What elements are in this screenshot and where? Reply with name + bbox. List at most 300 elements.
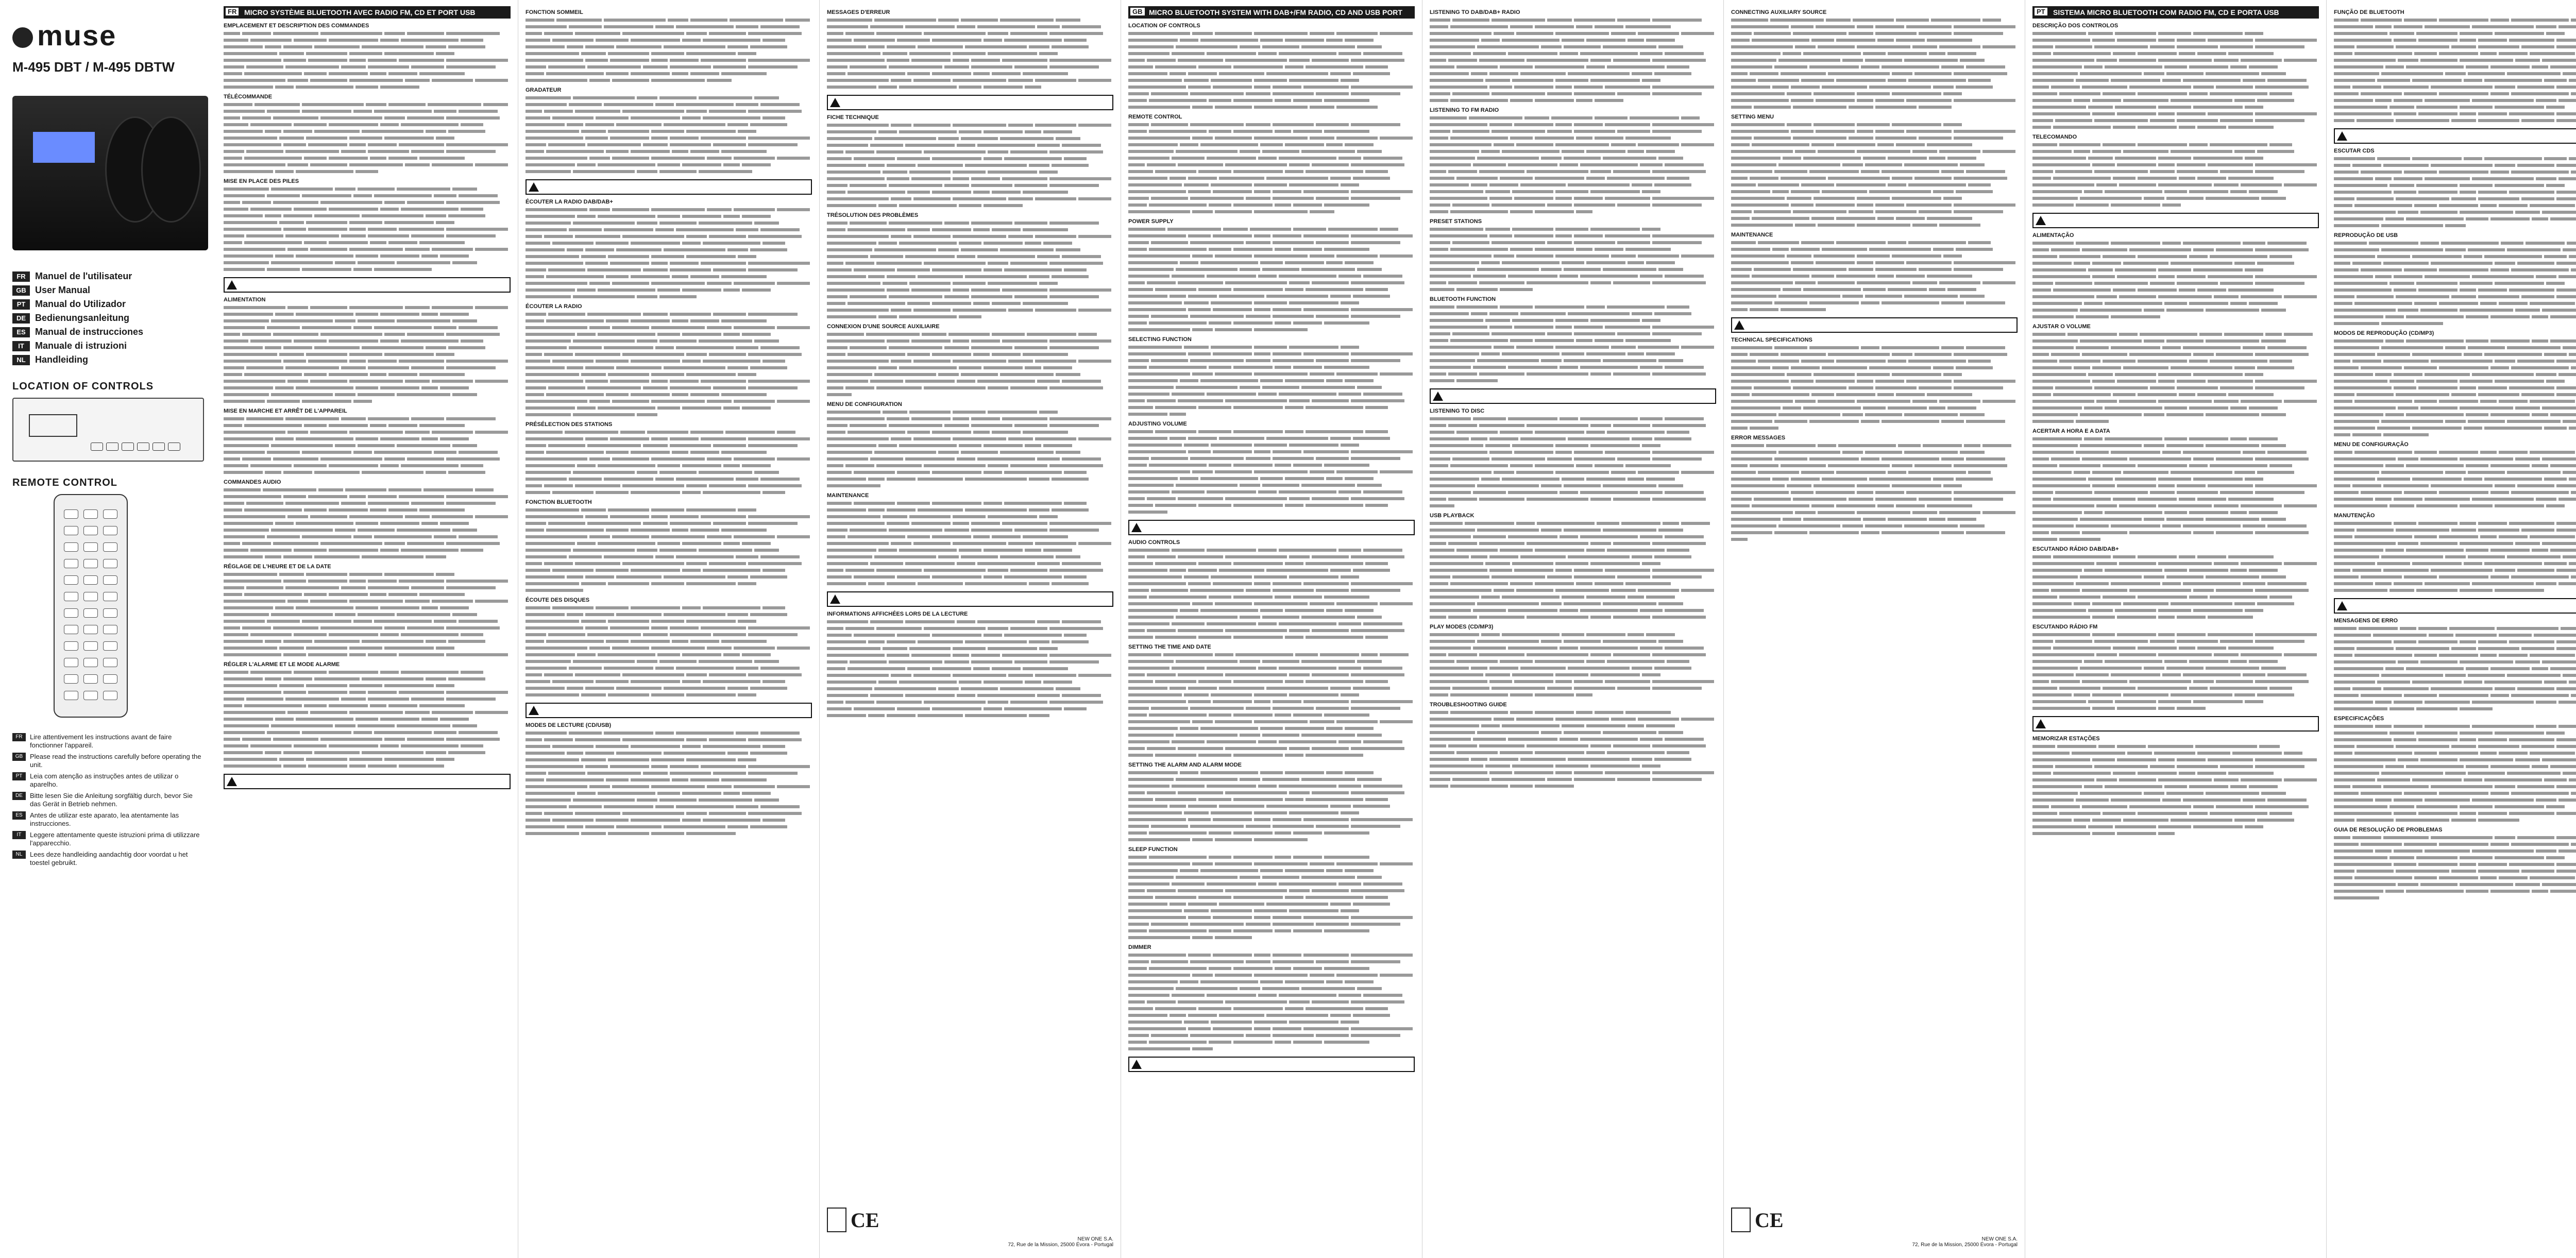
text-line — [612, 457, 649, 461]
text-line — [224, 306, 285, 309]
text-line — [2119, 653, 2156, 656]
text-line — [267, 535, 300, 538]
text-line — [1128, 254, 1190, 258]
text-line — [1338, 667, 1361, 670]
text-line — [1285, 65, 1303, 69]
text-line — [723, 288, 740, 292]
text-line — [703, 606, 760, 609]
text-line — [1603, 157, 1656, 160]
text-line — [1758, 79, 1799, 82]
text-line — [1062, 144, 1101, 147]
text-line — [1628, 596, 1644, 599]
text-line — [1617, 203, 1650, 207]
text-line — [1306, 798, 1363, 801]
text-line — [283, 495, 306, 498]
text-line — [2230, 406, 2247, 410]
text-line — [2166, 339, 2204, 343]
text-line — [283, 471, 312, 474]
text-line — [1351, 747, 1404, 750]
text-line — [887, 288, 909, 292]
text-line — [2257, 819, 2294, 822]
text-line — [2404, 19, 2437, 22]
text-line — [961, 687, 998, 690]
text-line — [905, 144, 955, 147]
text-line — [1638, 32, 1679, 35]
text-line — [1198, 754, 1231, 757]
text-line — [1473, 491, 1506, 494]
text-line — [1316, 315, 1349, 318]
text-line — [526, 295, 571, 298]
language-item — [12, 313, 204, 324]
text-line — [1471, 183, 1487, 186]
text-line — [1149, 713, 1207, 717]
text-line — [2055, 491, 2092, 494]
text-line — [1310, 254, 1334, 258]
text-line — [2115, 825, 2156, 828]
text-line — [1190, 707, 1244, 710]
text-line — [1262, 386, 1299, 389]
text-line — [349, 580, 366, 583]
text-line — [1285, 980, 1324, 983]
text-line — [651, 208, 705, 211]
text-line — [1128, 754, 1153, 757]
text-line — [1266, 437, 1328, 440]
text-line — [748, 738, 802, 741]
text-line — [224, 373, 242, 376]
text-line — [1178, 629, 1223, 632]
text-line — [848, 191, 905, 194]
text-line — [1043, 681, 1072, 684]
text-line — [777, 535, 810, 538]
text-line — [2032, 745, 2055, 748]
text-line — [1430, 471, 1492, 474]
text-line — [275, 313, 294, 316]
text-line — [388, 103, 426, 106]
text-line — [604, 228, 653, 231]
text-line — [2284, 59, 2317, 62]
text-line — [526, 150, 544, 153]
text-line — [1652, 542, 1706, 545]
text-line — [1324, 1041, 1369, 1044]
text-line — [573, 798, 635, 802]
text-line — [1853, 19, 1894, 22]
text-line — [2210, 464, 2267, 467]
text-line — [419, 508, 465, 512]
text-line — [827, 515, 880, 518]
text-line — [224, 488, 261, 491]
text-line — [283, 555, 312, 558]
text-line — [827, 19, 872, 22]
text-line — [1128, 372, 1190, 376]
text-line — [748, 262, 810, 265]
text-line — [1430, 319, 1483, 322]
text-line — [446, 360, 508, 363]
text-line — [2032, 197, 2078, 200]
text-line — [1324, 856, 1369, 859]
text-line — [2230, 302, 2247, 305]
text-line — [426, 677, 446, 681]
text-line — [2177, 765, 2218, 768]
text-line — [2177, 163, 2206, 166]
text-line — [2144, 518, 2164, 521]
text-line — [1793, 210, 1846, 213]
text-line — [2032, 589, 2049, 592]
text-line — [1919, 210, 1952, 213]
text-line — [2234, 366, 2255, 369]
text-line — [2460, 32, 2493, 35]
text-line — [1039, 171, 1058, 174]
text-line — [2123, 693, 2168, 696]
text-line — [1580, 366, 1638, 369]
text-line — [224, 32, 240, 35]
text-line — [1875, 498, 1917, 501]
text-line — [405, 306, 430, 309]
text-line — [1481, 478, 1500, 481]
text-line — [723, 792, 740, 795]
text-line — [1064, 39, 1087, 42]
text-line — [552, 745, 594, 748]
text-line — [1289, 747, 1310, 750]
text-line — [1310, 32, 1334, 35]
text-line — [349, 380, 403, 383]
text-line — [1128, 720, 1190, 723]
text-line — [380, 549, 399, 552]
text-line — [2158, 268, 2191, 271]
text-line — [1285, 869, 1324, 872]
text-line — [2216, 589, 2253, 592]
text-line — [1430, 640, 1475, 643]
text-line — [1295, 653, 1318, 656]
text-line — [2158, 609, 2191, 612]
text-line — [302, 400, 351, 403]
manual-column — [2025, 0, 2326, 1258]
text-line — [748, 673, 802, 676]
text-line — [1246, 960, 1270, 963]
text-line — [2092, 602, 2121, 605]
text-line — [1357, 268, 1382, 271]
text-line — [310, 431, 347, 434]
text-line — [1512, 228, 1553, 231]
text-line — [1289, 1021, 1338, 1024]
text-line — [957, 25, 975, 28]
text-line — [1326, 261, 1343, 264]
text-line — [2210, 255, 2267, 258]
text-line — [2234, 99, 2255, 102]
text-line — [329, 704, 368, 707]
text-line — [1273, 359, 1314, 362]
text-line — [2210, 360, 2267, 363]
text-line — [1279, 667, 1336, 670]
text-line — [1260, 869, 1283, 872]
text-line — [760, 478, 800, 481]
text-line — [827, 275, 866, 278]
text-line — [2189, 687, 2208, 690]
text-line — [1310, 137, 1334, 140]
text-line — [1266, 903, 1328, 906]
text-line — [2032, 647, 2051, 650]
text-line — [827, 444, 876, 447]
text-line — [349, 52, 382, 55]
text-line — [1430, 123, 1487, 126]
text-line — [905, 380, 955, 383]
text-line — [526, 110, 542, 113]
cover-column — [0, 0, 216, 1258]
text-line — [1510, 210, 1533, 213]
text-line — [2144, 575, 2164, 579]
text-line — [411, 65, 444, 69]
text-line — [1151, 241, 1188, 244]
text-line — [1128, 157, 1170, 160]
text-line — [224, 400, 265, 403]
text-line — [2509, 39, 2554, 42]
text-line — [1149, 130, 1207, 133]
text-line — [1801, 79, 1834, 82]
text-line — [526, 451, 544, 454]
text-line — [1341, 811, 1359, 814]
text-line — [2032, 765, 2053, 768]
text-line — [891, 309, 911, 312]
text-line — [2138, 126, 2177, 129]
text-line — [440, 718, 469, 721]
text-line — [2261, 197, 2286, 200]
text-line — [971, 295, 1012, 298]
text-line — [1555, 771, 1572, 774]
text-line — [1172, 622, 1205, 625]
text-line — [1341, 79, 1359, 82]
text-line — [1430, 261, 1479, 264]
text-line — [1289, 555, 1310, 558]
text-line — [1772, 366, 1789, 369]
text-line — [401, 671, 459, 674]
text-line — [1341, 444, 1359, 447]
text-line — [1611, 718, 1636, 721]
text-line — [1351, 673, 1404, 676]
text-line — [1289, 281, 1310, 284]
text-line — [335, 444, 355, 447]
text-line — [2094, 765, 2148, 768]
text-line — [1258, 882, 1277, 886]
text-line — [682, 360, 701, 363]
text-line — [263, 488, 316, 491]
text-line — [399, 360, 444, 363]
text-line — [374, 110, 432, 113]
text-line — [1430, 32, 1492, 35]
text-line — [526, 346, 567, 349]
text-line — [1008, 235, 1033, 238]
text-line — [419, 241, 465, 244]
text-line — [1258, 667, 1277, 670]
text-line — [1010, 627, 1047, 630]
text-line — [1877, 143, 1894, 146]
text-line — [1225, 889, 1287, 892]
text-line — [734, 535, 775, 538]
text-line — [384, 738, 405, 741]
text-line — [1607, 549, 1665, 552]
text-line — [526, 667, 567, 670]
text-line — [748, 562, 802, 565]
text-line — [1430, 281, 1446, 284]
text-line — [701, 437, 746, 440]
text-line — [953, 522, 969, 525]
text-line — [2206, 792, 2259, 795]
text-line — [1430, 764, 1483, 768]
text-line — [329, 549, 378, 552]
text-line — [616, 248, 662, 251]
text-line — [2195, 745, 2257, 748]
text-line — [899, 444, 957, 447]
text-line — [1049, 32, 1103, 35]
text-line — [1430, 352, 1479, 355]
text-line — [1731, 444, 1764, 447]
text-line — [1233, 856, 1273, 859]
text-line — [965, 45, 1027, 48]
text-line — [304, 704, 327, 707]
subsection-heading: TECHNICAL SPECIFICATIONS — [1731, 337, 1812, 343]
text-line — [670, 268, 711, 271]
text-line — [777, 208, 810, 211]
text-line — [1912, 224, 1937, 227]
text-line — [1590, 170, 1611, 173]
text-line — [1456, 751, 1498, 754]
text-line — [1037, 255, 1060, 258]
text-line — [961, 19, 998, 22]
text-line — [651, 157, 705, 160]
text-line — [699, 339, 752, 343]
text-line — [1320, 653, 1359, 656]
text-line — [1316, 123, 1349, 126]
text-line — [2220, 386, 2253, 389]
text-line — [1787, 197, 1811, 200]
text-line — [314, 555, 360, 558]
text-line — [1667, 751, 1689, 754]
text-line — [874, 373, 936, 376]
text-line — [1875, 99, 1904, 102]
text-line — [2216, 86, 2253, 89]
unit-button — [152, 443, 165, 451]
text-line — [1258, 549, 1277, 552]
text-line — [1510, 25, 1533, 28]
text-line — [1037, 694, 1060, 697]
text-line — [1681, 718, 1714, 721]
text-line — [314, 130, 360, 133]
text-line — [1479, 498, 1524, 501]
text-line — [2183, 451, 2241, 454]
text-line — [1875, 380, 1904, 383]
text-line — [526, 471, 571, 474]
text-line — [1818, 444, 1836, 447]
text-line — [699, 170, 752, 173]
text-line — [2032, 471, 2072, 474]
text-line — [587, 522, 641, 525]
text-line — [953, 177, 969, 180]
text-line — [407, 738, 444, 741]
text-line — [320, 201, 382, 204]
text-line — [224, 535, 265, 538]
text-line — [891, 437, 911, 440]
text-line — [302, 535, 351, 538]
text-line — [686, 484, 707, 487]
text-line — [891, 197, 911, 200]
text-line — [577, 464, 596, 467]
text-line — [1908, 241, 1966, 244]
text-line — [1882, 346, 1939, 349]
text-line — [1170, 295, 1186, 298]
text-line — [304, 424, 327, 427]
text-line — [748, 235, 802, 238]
text-line — [1357, 660, 1382, 663]
text-line — [948, 333, 990, 336]
text-line — [1896, 217, 1925, 220]
text-line — [1510, 785, 1533, 788]
text-line — [1336, 974, 1378, 977]
text-line — [426, 471, 446, 474]
text-line — [723, 542, 740, 545]
text-line — [2249, 302, 2278, 305]
text-line — [448, 677, 485, 681]
text-line — [546, 150, 604, 153]
text-line — [526, 248, 565, 251]
text-line — [1562, 261, 1584, 264]
text-line — [1658, 157, 1683, 160]
text-line — [1303, 450, 1349, 453]
text-line — [1562, 352, 1584, 355]
text-line — [1430, 45, 1475, 48]
text-line — [608, 620, 649, 623]
text-line — [1485, 764, 1510, 768]
text-line — [224, 143, 281, 146]
text-line — [827, 177, 885, 180]
text-line — [1023, 302, 1068, 305]
text-line — [2092, 758, 2115, 761]
text-line — [1430, 275, 1471, 278]
text-line — [1574, 778, 1615, 781]
text-line — [224, 515, 285, 518]
text-line — [1310, 106, 1334, 109]
text-line — [1512, 764, 1553, 768]
text-line — [1215, 602, 1252, 605]
text-line — [569, 346, 602, 349]
text-line — [2059, 812, 2100, 815]
text-line — [370, 241, 386, 244]
text-line — [1500, 305, 1533, 309]
text-line — [1574, 241, 1615, 244]
text-line — [440, 313, 469, 316]
text-line — [2284, 653, 2317, 656]
text-line — [1477, 602, 1539, 605]
text-line — [2472, 99, 2534, 102]
text-line — [734, 282, 775, 285]
text-line — [1783, 157, 1801, 160]
text-line — [2088, 157, 2113, 160]
text-line — [938, 19, 959, 22]
text-line — [988, 701, 1008, 704]
caution-box — [827, 591, 1113, 607]
text-line — [1896, 19, 1929, 22]
text-line — [1155, 562, 1196, 565]
text-line — [938, 137, 959, 140]
text-line — [1025, 549, 1041, 552]
text-line — [932, 707, 981, 710]
text-line — [854, 707, 895, 710]
text-line — [2082, 86, 2127, 89]
text-line — [2267, 524, 2307, 528]
unit-button — [168, 443, 180, 451]
text-line — [1279, 393, 1336, 396]
text-line — [1128, 549, 1170, 552]
text-line — [1456, 65, 1498, 69]
text-line — [304, 508, 327, 512]
text-line — [2080, 197, 2142, 200]
